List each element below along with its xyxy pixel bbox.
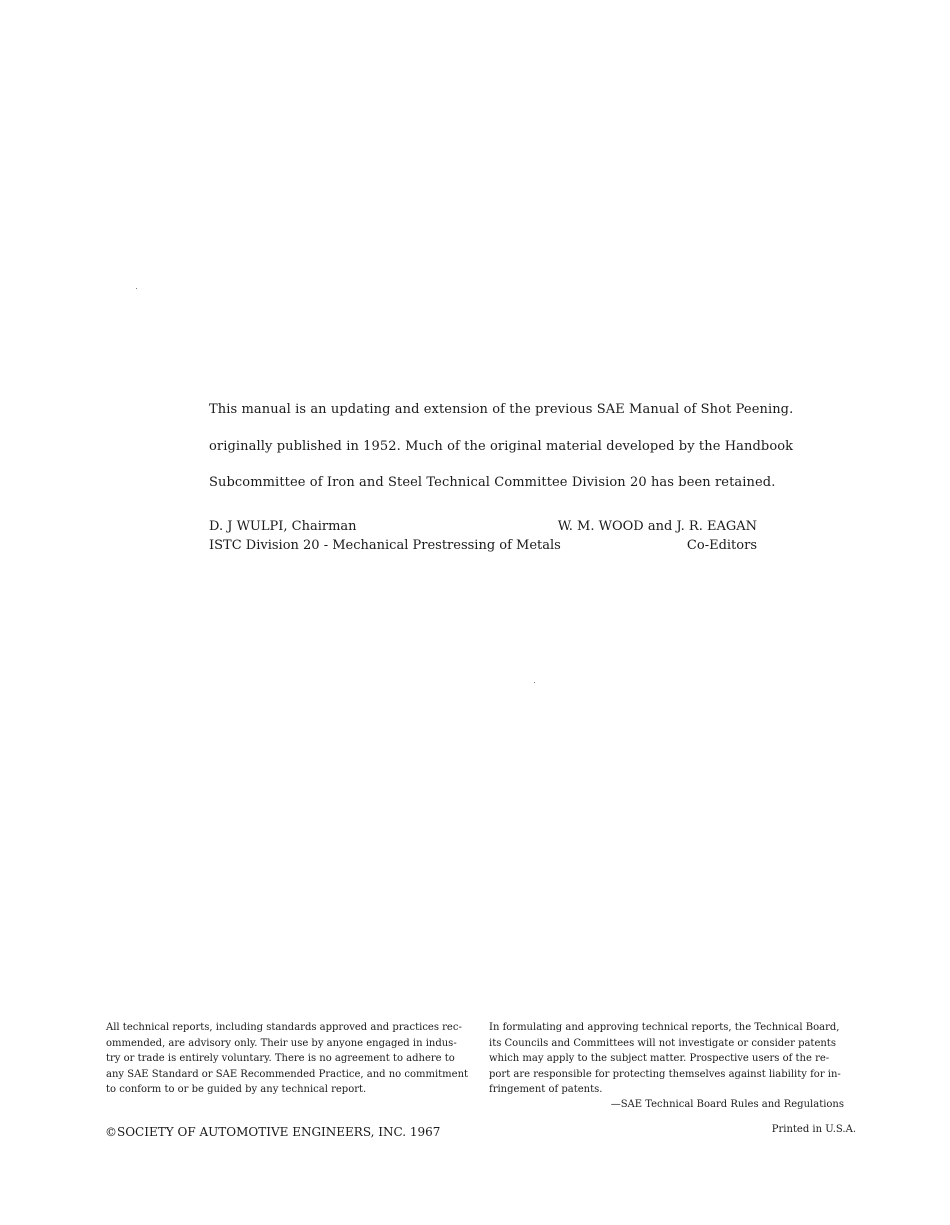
printed-in-label: Printed in U.S.A. — [771, 1124, 856, 1135]
notice-line: to conform to or be guided by any technical report. — [106, 1084, 367, 1095]
chairman-division: ISTC Division 20 - Mechanical Prestressing of Metals — [209, 538, 561, 553]
notice-line: try or trade is entirely voluntary. There is no agreement to adhere to — [106, 1053, 455, 1064]
notice-line: port are responsible for protecting themselves against liability for in- — [489, 1068, 841, 1080]
notice-line: All technical reports, including standards approved and practices rec- — [106, 1022, 462, 1033]
editors-title: Co-Editors — [686, 538, 757, 553]
chairman-name: D. J WULPI, Chairman — [209, 519, 357, 534]
copyright-line: ©SOCIETY OF AUTOMOTIVE ENGINEERS, INC. 1967 — [105, 1125, 441, 1139]
scan-speck — [534, 682, 535, 683]
chairman-signature — [209, 517, 561, 555]
intro-line: This manual is an updating and extension of the previous SAE Manual of Shot Peening. — [209, 402, 794, 417]
notice-line: In formulating and approving technical reports, the Technical Board, — [489, 1022, 840, 1033]
patent-notice — [489, 1020, 847, 1098]
editors-signature — [558, 517, 757, 555]
notice-line: ommended, are advisory only. Their use by anyone engaged in indus- — [106, 1037, 457, 1049]
intro-paragraph — [209, 392, 794, 502]
notice-line: any SAE Standard or SAE Recommended Practice, and no commitment — [106, 1068, 469, 1080]
notice-line: which may apply to the subject matter. Prospective users of the re- — [489, 1053, 830, 1064]
notice-line: its Councils and Committees will not investigate or consider patents — [489, 1037, 836, 1049]
rules-attribution: —SAE Technical Board Rules and Regulations — [610, 1099, 844, 1110]
intro-line: Subcommittee of Iron and Steel Technical Committee Division 20 has been retained. — [209, 475, 776, 490]
notice-line: fringement of patents. — [489, 1084, 603, 1095]
editors-names: W. M. WOOD and J. R. EAGAN — [557, 519, 757, 534]
intro-line: originally published in 1952. Much of the original material developed by the Handbook — [209, 438, 794, 454]
scan-speck — [136, 288, 137, 289]
advisory-notice — [106, 1020, 469, 1098]
